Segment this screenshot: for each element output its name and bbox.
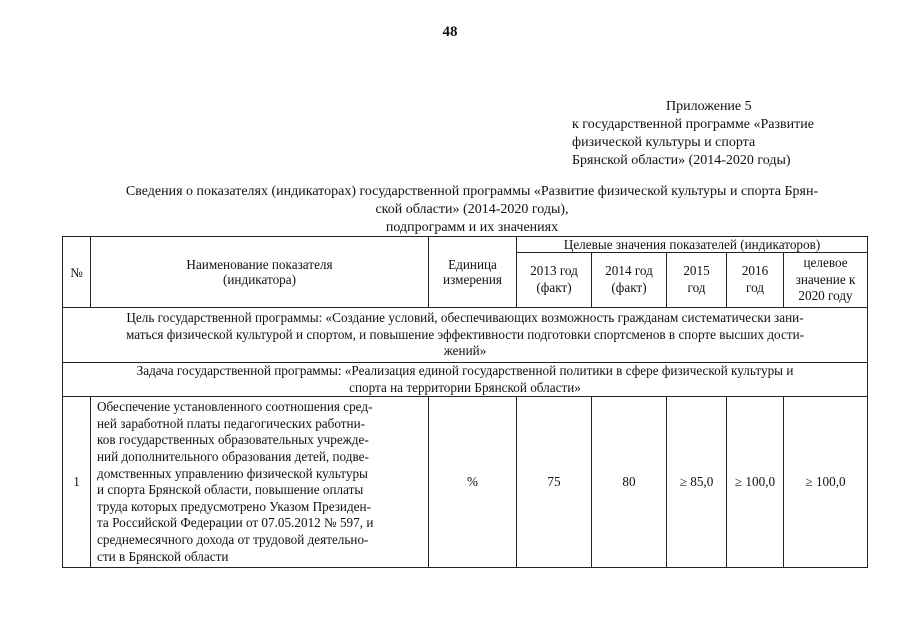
header-2020-line: целевое xyxy=(803,255,848,271)
header-unit-line: Единица xyxy=(448,257,497,272)
header-unit-line: измерения xyxy=(443,272,502,287)
row-name-line: ней заработной платы педагогических работни- xyxy=(97,415,366,431)
task-line: спорта на территории Брянской области» xyxy=(349,379,581,395)
header-unit xyxy=(429,237,517,308)
document-title-line: подпрограмм и их значениях xyxy=(385,220,559,235)
row-name-line: ков государственных образовательных учрежде- xyxy=(97,432,369,448)
row-value-2015: ≥ 85,0 xyxy=(667,397,727,568)
goal-line: жений» xyxy=(443,343,487,359)
row-num: 1 xyxy=(63,397,91,568)
table-header-row xyxy=(63,237,868,253)
goal-line: маться физической культурой и спортом, и повышение эффективности подготовки спортсменов в спорте высших дости- xyxy=(125,326,805,342)
page-number: 48 xyxy=(442,24,458,40)
appendix-line: Брянской области» (2014-2020 годы) xyxy=(572,153,791,168)
header-2013-line: 2013 год xyxy=(530,263,578,279)
header-num: № xyxy=(63,237,91,308)
row-unit: % xyxy=(429,397,517,568)
row-name-line: домственных управлению физической культуры xyxy=(97,465,368,481)
header-2015-line: год xyxy=(687,280,706,295)
goal-row xyxy=(63,308,868,363)
row-name-line: среднемесячного дохода от трудовой деятельно- xyxy=(97,531,369,547)
row-name-line: та Российской Федерации от 07.05.2012 № 597, и xyxy=(97,515,374,531)
header-2013-line: (факт) xyxy=(536,280,572,295)
header-name-line: Наименование показателя xyxy=(186,257,333,272)
task-cell xyxy=(63,363,868,397)
header-2013 xyxy=(517,253,592,308)
header-2016-line: год xyxy=(745,280,764,295)
task-line: Задача государственной программы: «Реализация единой государственной политики в сфере физической культуры и xyxy=(136,363,794,378)
row-indicator-name xyxy=(91,397,429,568)
goal-cell xyxy=(63,308,868,363)
header-target-values: Целевые значения показателей (индикаторов) xyxy=(517,237,868,253)
goal-line: Цель государственной программы: «Создание условий, обеспечивающих возможность гражданам систематически зани- xyxy=(126,310,804,326)
row-name-line: труда которых предусмотрено Указом Президен- xyxy=(97,498,371,514)
header-2020-line: 2020 году xyxy=(798,288,853,304)
row-value-2013: 75 xyxy=(517,397,592,568)
header-2016 xyxy=(727,253,784,308)
row-name-line: Обеспечение установленного соотношения сред- xyxy=(97,399,373,415)
task-row xyxy=(63,363,868,397)
header-2015-line: 2015 xyxy=(683,263,710,279)
row-value-2020: ≥ 100,0 xyxy=(784,397,868,568)
row-name-line: ний дополнительного образования детей, подве- xyxy=(97,449,369,464)
appendix-title: Приложение 5 xyxy=(666,99,752,114)
appendix-line: к государственной программе «Развитие xyxy=(572,117,814,132)
row-value-2014: 80 xyxy=(592,397,667,568)
document-title-line: Сведения о показателях (индикаторах) государственной программы «Развитие физической культуры и спорта Брян- xyxy=(125,184,819,199)
header-2014 xyxy=(592,253,667,308)
row-value-2016: ≥ 100,0 xyxy=(727,397,784,568)
appendix-line: физической культуры и спорта xyxy=(572,135,756,150)
header-name-line: (индикатора) xyxy=(222,272,296,287)
header-2014-line: 2014 год xyxy=(605,263,653,279)
document-title xyxy=(92,183,852,237)
header-2015 xyxy=(667,253,727,308)
indicators-table xyxy=(62,236,868,568)
appendix-block xyxy=(572,98,872,170)
header-2020-line: значение к xyxy=(795,271,856,287)
row-name-line: сти в Брянской области xyxy=(97,548,229,564)
document-title-line: ской области» (2014-2020 годы), xyxy=(375,202,569,217)
table-row xyxy=(63,397,868,568)
header-name xyxy=(91,237,429,308)
row-name-line: и спорта Брянской области, повышение оплаты xyxy=(97,482,364,498)
header-2014-line: (факт) xyxy=(611,280,647,295)
header-2020-target xyxy=(784,253,868,308)
header-2016-line: 2016 xyxy=(741,263,769,279)
